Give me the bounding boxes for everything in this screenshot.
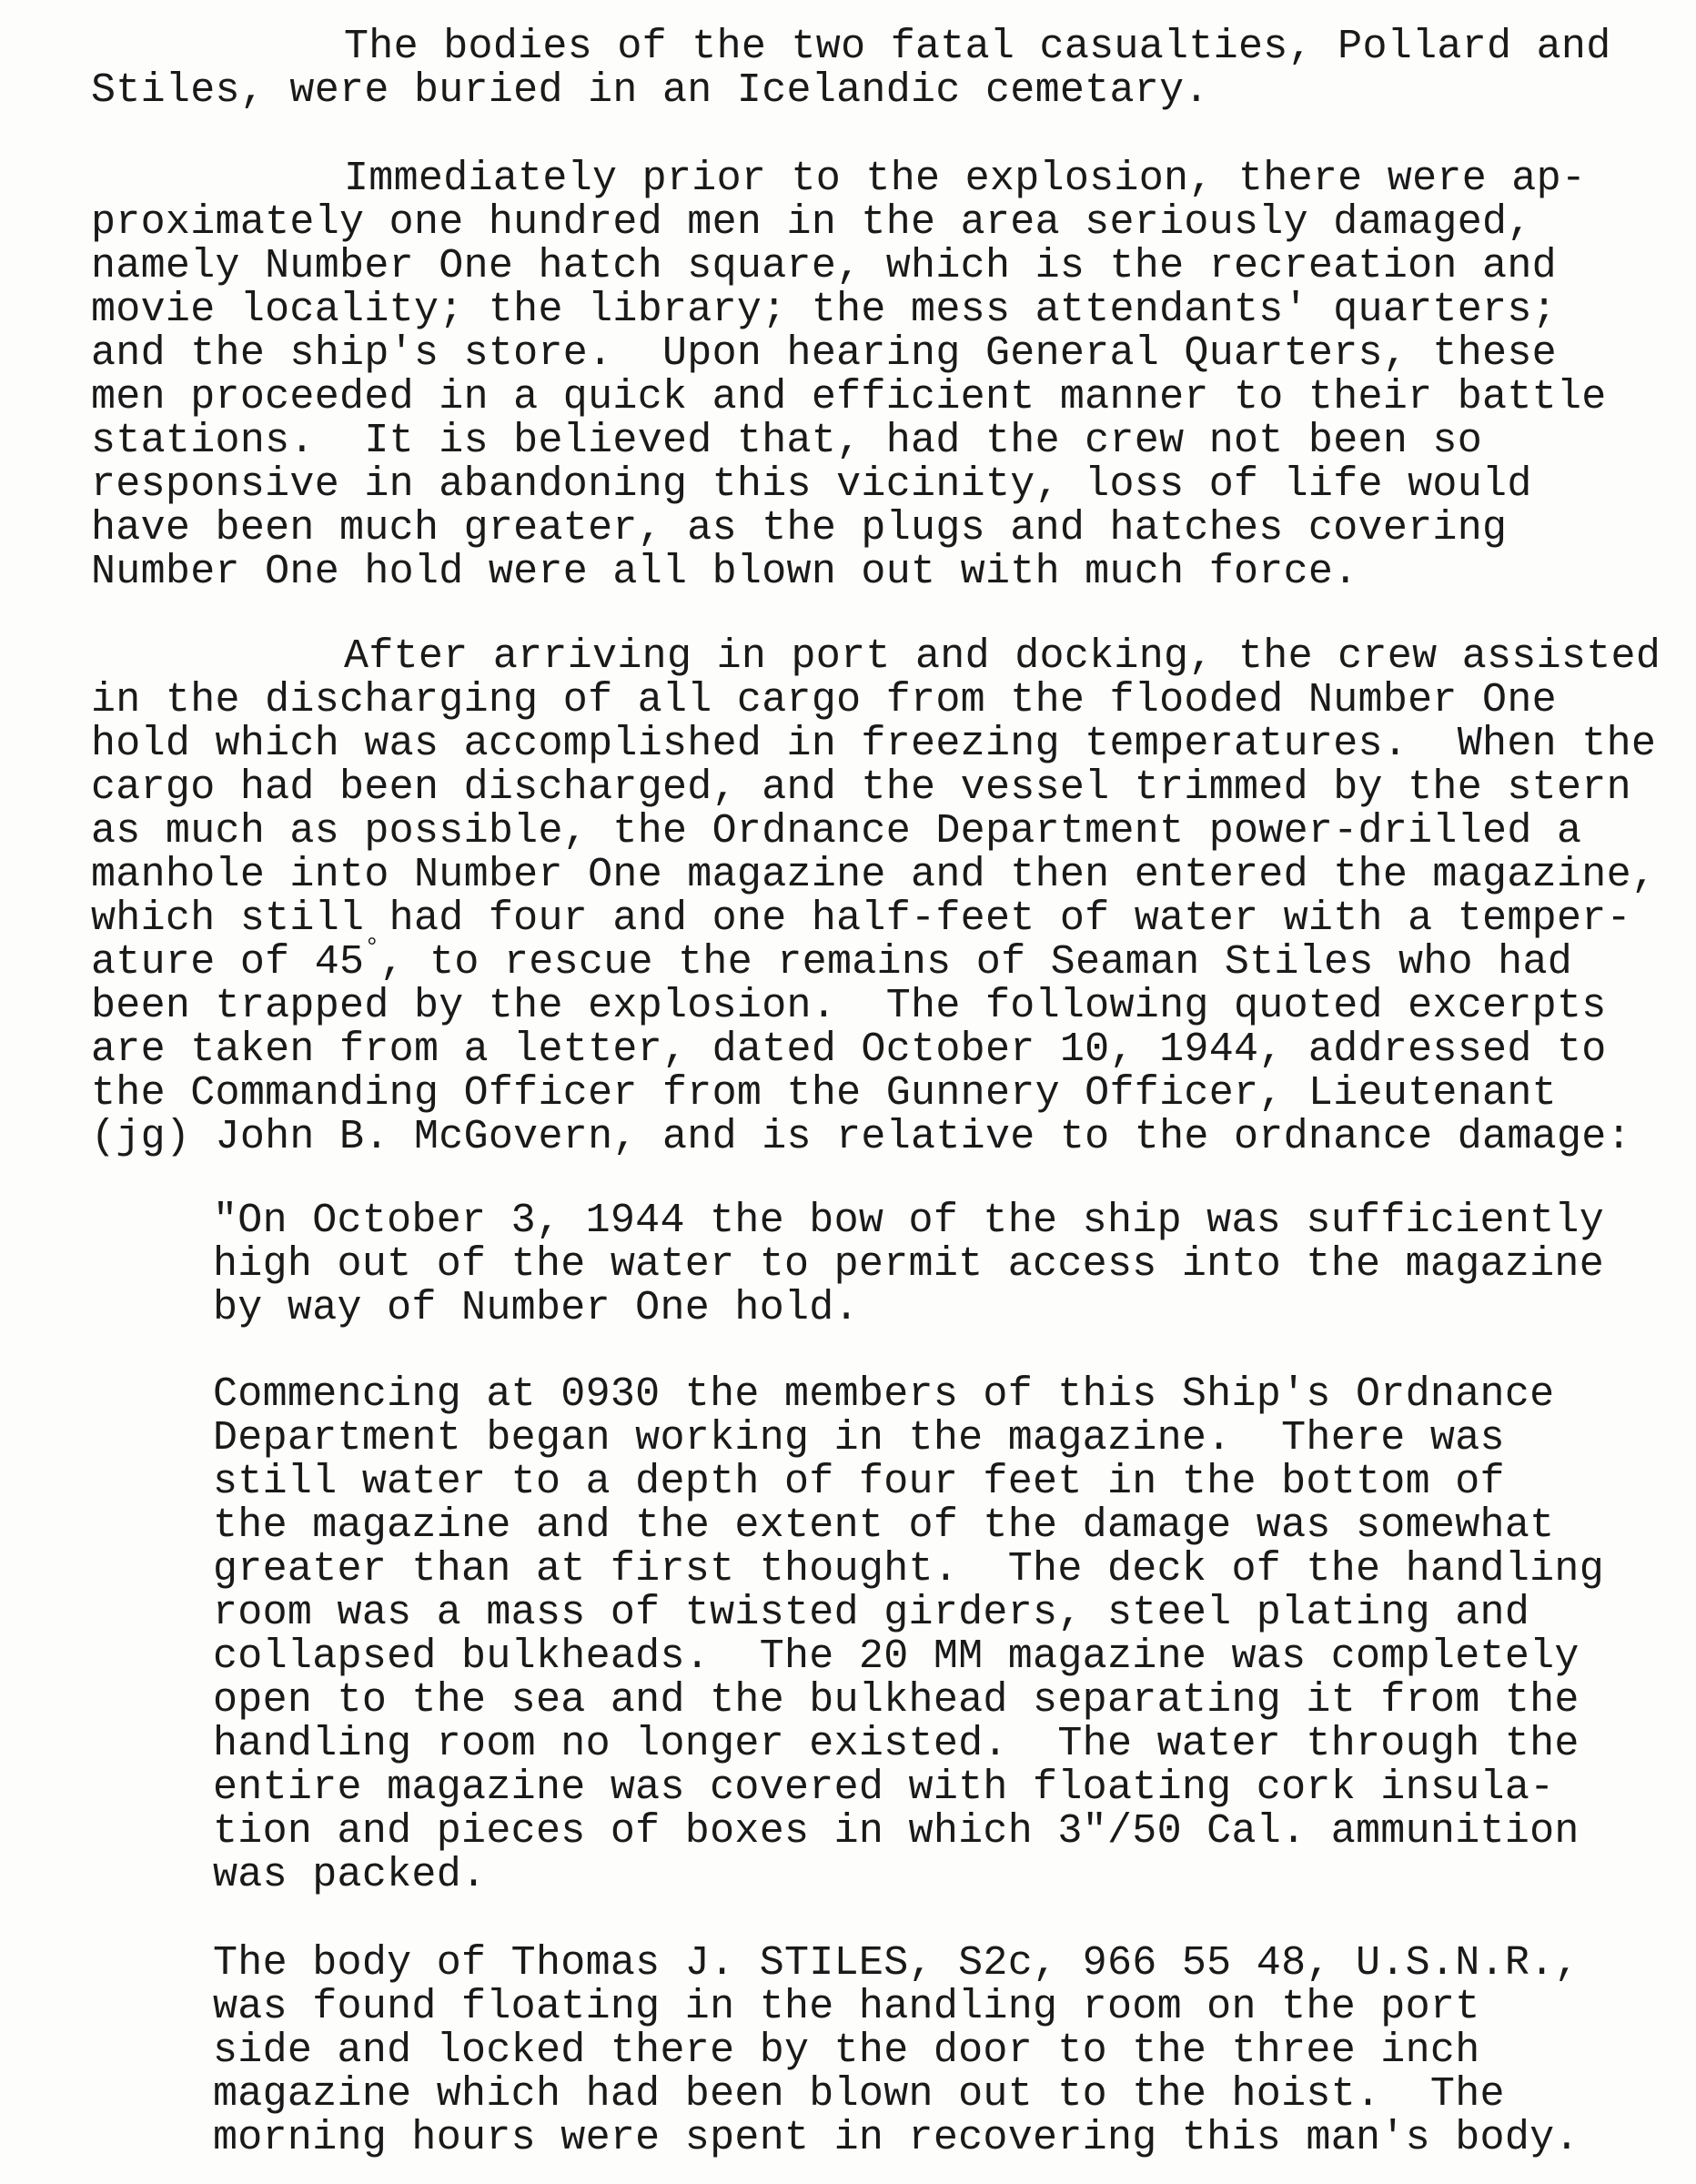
text-line: stations. It is believed that, had the crew not been so: [91, 418, 1483, 464]
quote-line: The body of Thomas J. STILES, S2c, 966 55 48, U.S.N.R.,: [213, 1940, 1580, 1987]
quote-line: morning hours were spent in recovering this man's body.: [213, 2115, 1580, 2161]
quote-line: the magazine and the extent of the damage was somewhat: [213, 1502, 1555, 1549]
text-line: manhole into Number One magazine and then entered the magazine,: [91, 852, 1657, 898]
quote-line: "On October 3, 1944 the bow of the ship was sufficiently: [213, 1198, 1605, 1244]
quote-line: by way of Number One hold.: [213, 1285, 859, 1331]
text-line-with-degree: [91, 935, 1573, 986]
quote-line: greater than at first thought. The deck of the handling: [213, 1546, 1605, 1592]
text-line: and the ship's store. Upon hearing General Quarters, these: [91, 330, 1557, 377]
text-line: Number One hold were all blown out with much force.: [91, 549, 1358, 595]
degree-sign: °: [364, 935, 380, 963]
text-line: cargo had been discharged, and the vessel trimmed by the stern: [91, 764, 1631, 811]
quote-line: entire magazine was covered with floating cork insula-: [213, 1764, 1555, 1811]
quote-line: magazine which had been blown out to the hoist. The: [213, 2071, 1505, 2118]
text-line: the Commanding Officer from the Gunnery Officer, Lieutenant: [91, 1070, 1557, 1117]
quote-line: high out of the water to permit access into the magazine: [213, 1241, 1605, 1288]
quote-line: handling room no longer existed. The water through the: [213, 1721, 1580, 1767]
text-line: which still had four and one half-feet of water with a temper-: [91, 895, 1631, 942]
text-fragment: , to rescue the remains of Seaman Stiles who had: [379, 939, 1573, 986]
quote-line: tion and pieces of boxes in which 3"/50 Cal. ammunition: [213, 1808, 1580, 1855]
text-line: as much as possible, the Ordnance Department power-drilled a: [91, 808, 1582, 854]
text-line: Stiles, were buried in an Icelandic cemetary.: [91, 67, 1209, 114]
text-line: The bodies of the two fatal casualties, Pollard and: [344, 24, 1611, 70]
text-line: movie locality; the library; the mess attendants' quarters;: [91, 287, 1557, 333]
text-line: After arriving in port and docking, the crew assisted: [344, 633, 1661, 680]
quote-line: was found floating in the handling room on the port: [213, 1984, 1480, 2030]
text-line: hold which was accomplished in freezing temperatures. When the: [91, 721, 1657, 767]
text-line: namely Number One hatch square, which is the recreation and: [91, 243, 1557, 289]
quote-line: Department began working in the magazine. There was: [213, 1415, 1505, 1461]
text-line: in the discharging of all cargo from the flooded Number One: [91, 677, 1557, 723]
text-line: proximately one hundred men in the area seriously damaged,: [91, 199, 1532, 246]
text-line: been trapped by the explosion. The following quoted excerpts: [91, 983, 1607, 1029]
quote-line: was packed.: [213, 1852, 487, 1898]
quote-line: Commencing at 0930 the members of this Ship's Ordnance: [213, 1371, 1555, 1418]
text-line: have been much greater, as the plugs and hatches covering: [91, 505, 1508, 551]
text-fragment: ature of 45: [91, 939, 365, 986]
text-line: are taken from a letter, dated October 10, 1944, addressed to: [91, 1026, 1607, 1073]
quote-line: side and locked there by the door to the three inch: [213, 2027, 1480, 2074]
text-line: Immediately prior to the explosion, there were ap-: [344, 156, 1587, 202]
text-line: (jg) John B. McGovern, and is relative to the ordnance damage:: [91, 1114, 1631, 1160]
text-line: responsive in abandoning this vicinity, loss of life would: [91, 461, 1532, 508]
quote-line: room was a mass of twisted girders, steel plating and: [213, 1590, 1530, 1636]
quote-line: collapsed bulkheads. The 20 MM magazine was completely: [213, 1633, 1580, 1680]
quote-line: still water to a depth of four feet in the bottom of: [213, 1459, 1505, 1505]
quote-line: open to the sea and the bulkhead separating it from the: [213, 1677, 1580, 1724]
text-line: men proceeded in a quick and efficient manner to their battle: [91, 374, 1607, 420]
